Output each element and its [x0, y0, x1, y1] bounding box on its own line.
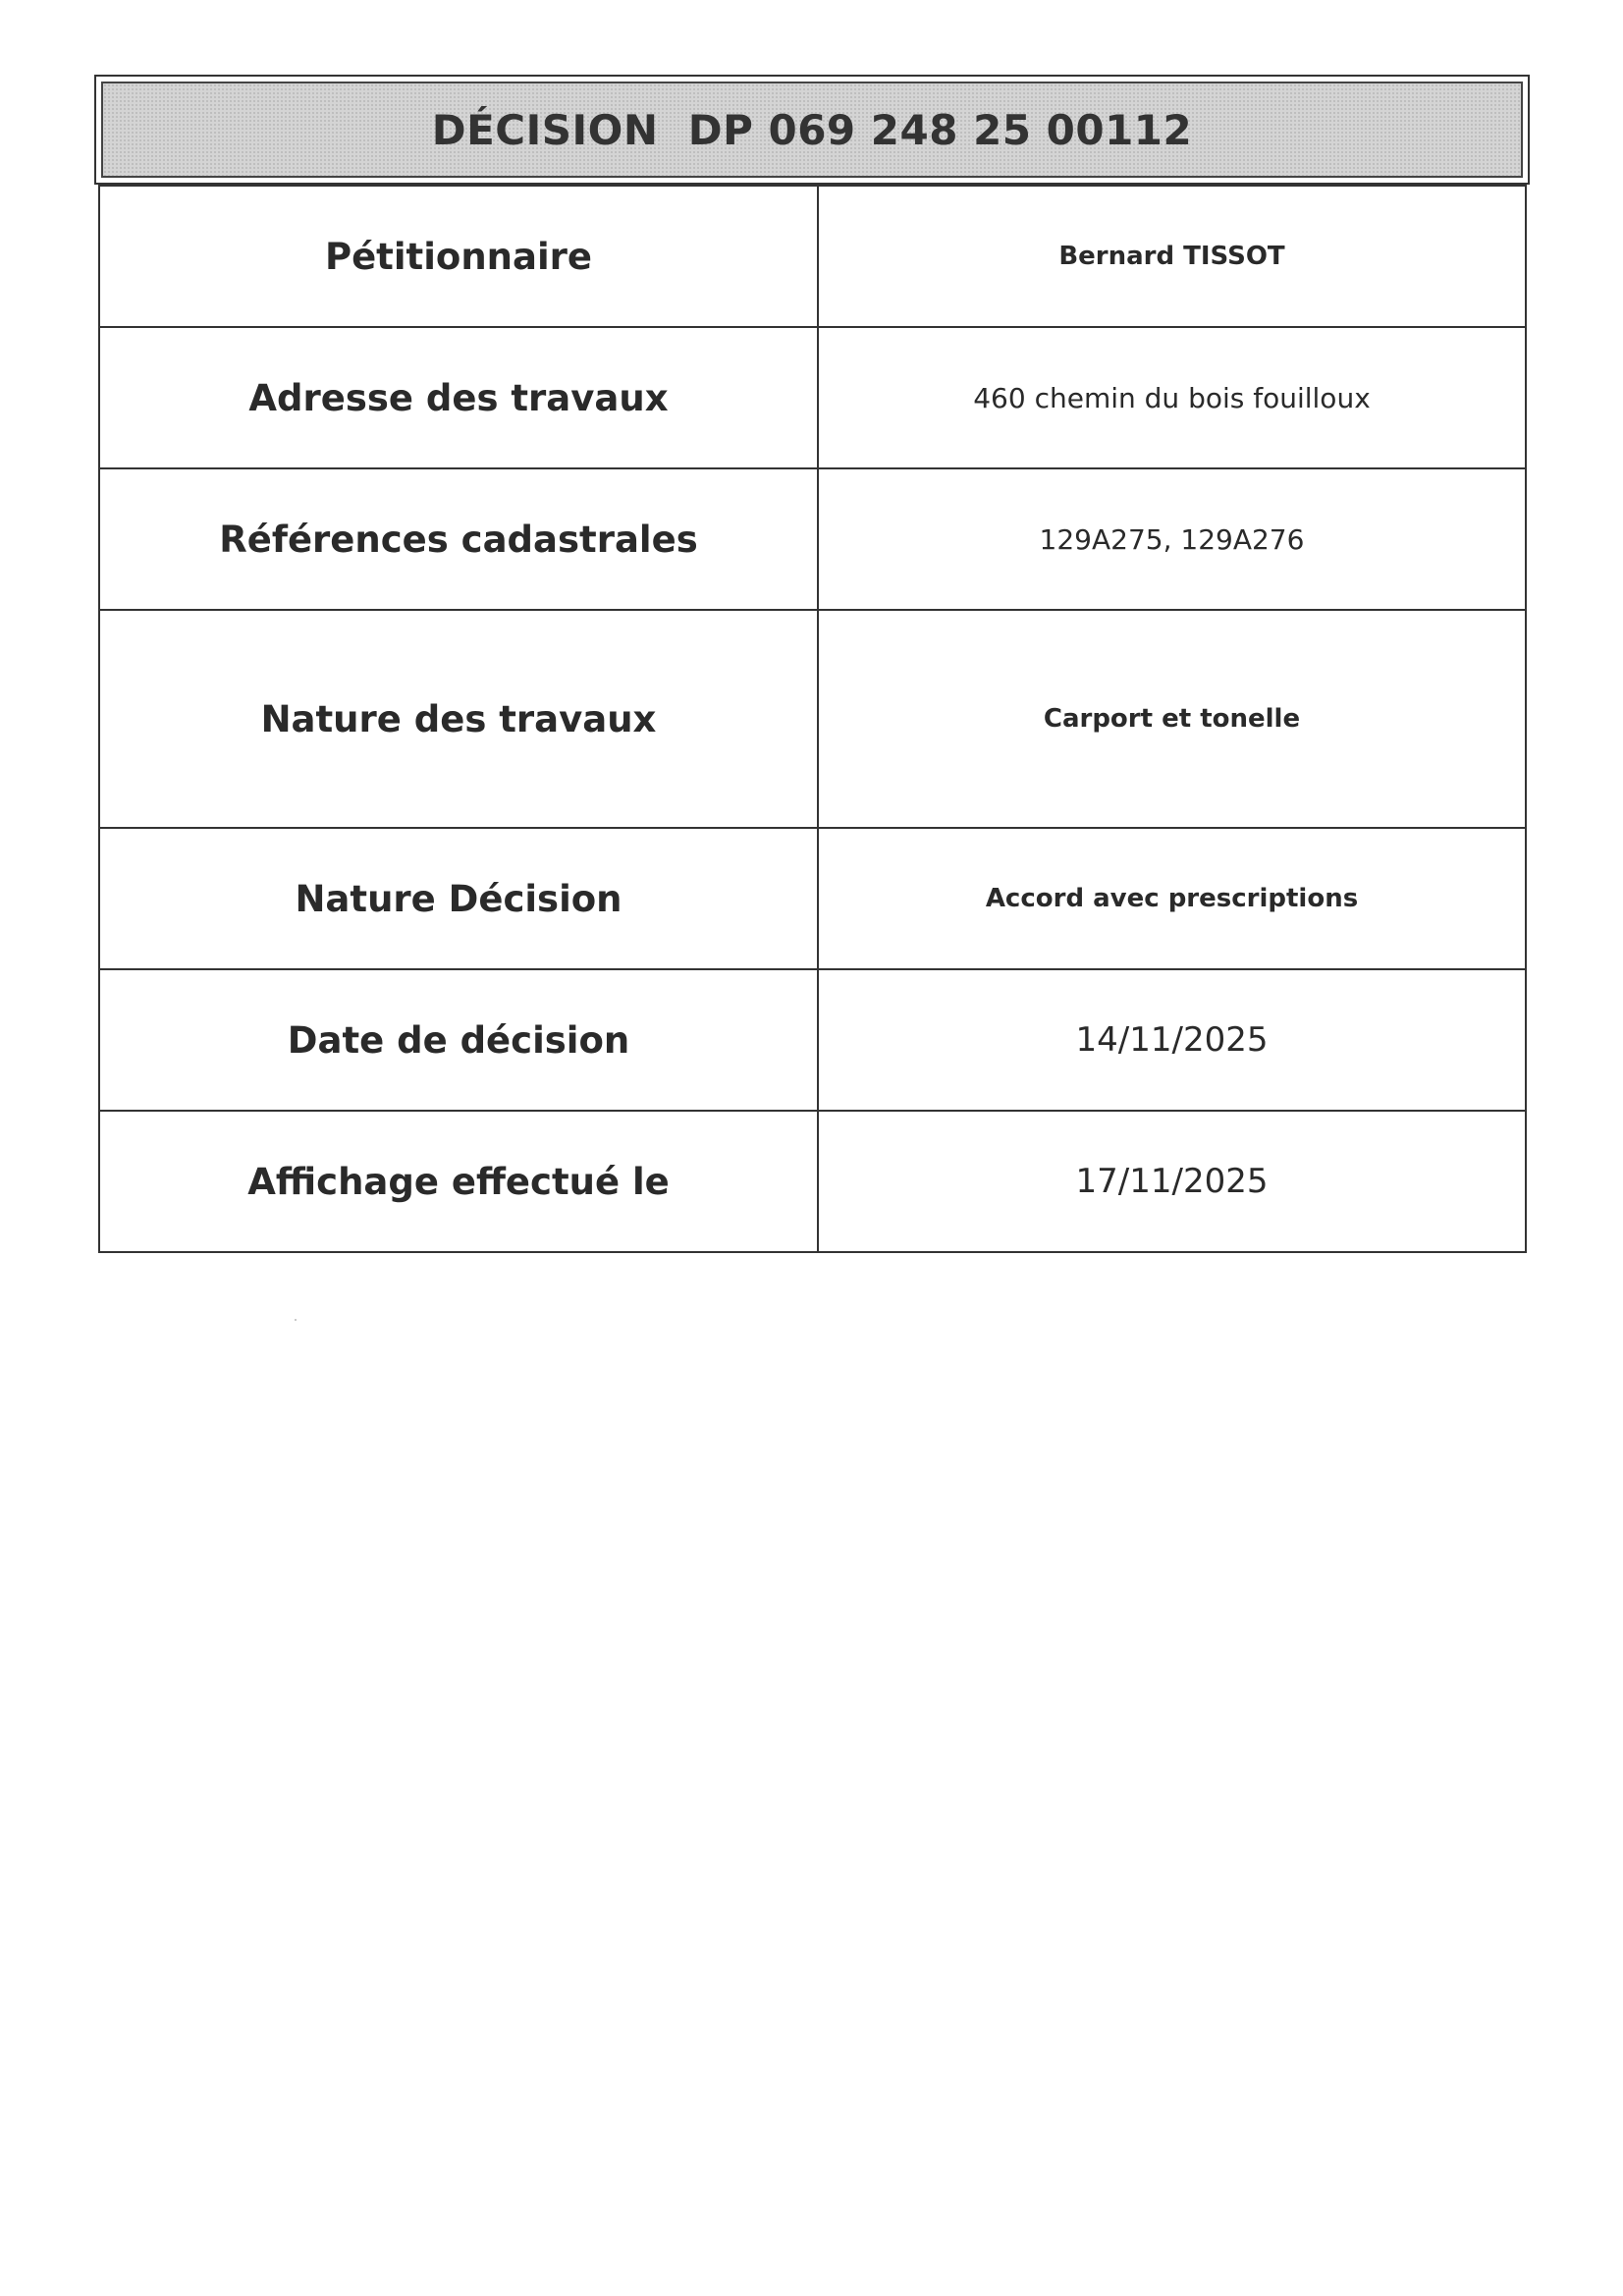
date-decision-label: Date de décision	[99, 969, 818, 1111]
scan-speck	[295, 1319, 297, 1321]
adresse-value: 460 chemin du bois fouilloux	[818, 327, 1526, 468]
nature-decision-value: Accord avec prescriptions	[818, 828, 1526, 969]
references-label: Références cadastrales	[99, 468, 818, 610]
affichage-value: 17/11/2025	[818, 1111, 1526, 1252]
table-row-nature-decision	[99, 828, 1526, 969]
petitionnaire-label: Pétitionnaire	[99, 186, 818, 327]
table-row-date-decision	[99, 969, 1526, 1111]
table-row-adresse	[99, 327, 1526, 468]
table-row-nature-travaux	[99, 610, 1526, 828]
adresse-label: Adresse des travaux	[99, 327, 818, 468]
nature-decision-label: Nature Décision	[99, 828, 818, 969]
affichage-label: Affichage effectué le	[99, 1111, 818, 1252]
references-value: 129A275, 129A276	[818, 468, 1526, 610]
title-banner	[101, 82, 1523, 178]
decision-notice	[94, 75, 1530, 1253]
table-row-affichage	[99, 1111, 1526, 1252]
title-box	[94, 75, 1530, 185]
nature-travaux-label: Nature des travaux	[99, 610, 818, 828]
petitionnaire-value: Bernard TISSOT	[818, 186, 1526, 327]
nature-travaux-value: Carport et tonelle	[818, 610, 1526, 828]
table-row-petitionnaire	[99, 186, 1526, 327]
table-row-references	[99, 468, 1526, 610]
date-decision-value: 14/11/2025	[818, 969, 1526, 1111]
decision-info-table	[98, 185, 1527, 1253]
decision-title: DÉCISION DP 069 248 25 00112	[431, 105, 1193, 154]
